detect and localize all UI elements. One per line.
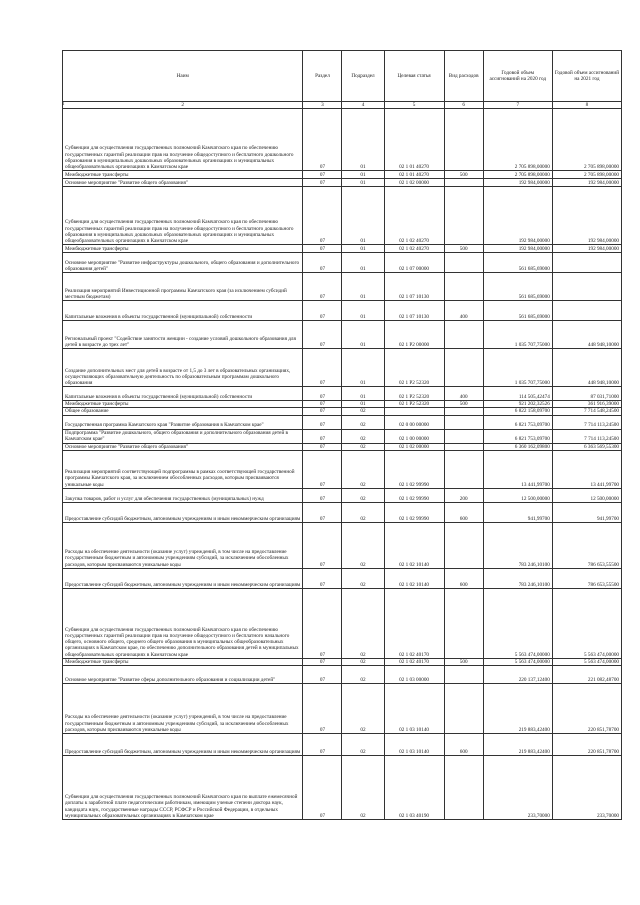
- cell-rz: 07: [303, 522, 342, 568]
- cell-vr: 500: [444, 245, 483, 253]
- cell-pr: 01: [342, 171, 384, 179]
- cell-v1: 233,70000: [483, 756, 552, 820]
- cell-v2: 361 916,39000: [552, 401, 621, 408]
- cell-pr: 01: [342, 179, 384, 187]
- table-row: [63, 387, 622, 401]
- table-row: [63, 179, 622, 187]
- cell-cs: 02 1 01 40270: [384, 109, 444, 171]
- header-vol2021: Годовой объем ассигнований на 2021 год: [552, 51, 621, 102]
- cell-cs: 02 1 02 40170: [384, 658, 444, 665]
- colnum-5: 6: [444, 102, 483, 109]
- cell-name: Межбюджетные трансферты: [63, 171, 303, 179]
- cell-cs: 02 1 P2 52320: [384, 349, 444, 387]
- cell-cs: 02 1 07 10130: [384, 301, 444, 321]
- cell-name: Предоставление субсидий бюджетным, автономным учреждениям и иным некоммерческим организациям: [63, 734, 303, 756]
- cell-pr: 02: [342, 568, 384, 588]
- cell-v1: 6 821 753,09700: [483, 429, 552, 443]
- cell-v2: [552, 273, 621, 301]
- colnum-7: 8: [552, 102, 621, 109]
- cell-rz: 07: [303, 245, 342, 253]
- cell-vr: [444, 443, 483, 450]
- cell-name: Предоставление субсидий бюджетным, автономным учреждениям и иным некоммерческим организациям: [63, 502, 303, 522]
- header-csr: Целевая статья: [384, 51, 444, 102]
- cell-rz: 07: [303, 684, 342, 734]
- cell-rz: 07: [303, 179, 342, 187]
- cell-vr: [444, 109, 483, 171]
- cell-name: Реализация мероприятий Инвестиционной программы Камчатского края (за исключением субсидий местным бюджетам): [63, 273, 303, 301]
- cell-v2: 7 714 113,24500: [552, 415, 621, 429]
- cell-pr: 01: [342, 109, 384, 171]
- cell-v1: 921 202,32526: [483, 401, 552, 408]
- cell-rz: 07: [303, 756, 342, 820]
- cell-name: Межбюджетные трансферты: [63, 245, 303, 253]
- cell-cs: 02 1 02 40270: [384, 245, 444, 253]
- cell-cs: 02 1 07 10130: [384, 273, 444, 301]
- cell-vr: [444, 321, 483, 349]
- table-row: [63, 568, 622, 588]
- cell-rz: 07: [303, 301, 342, 321]
- cell-cs: 02 0 00 00000: [384, 415, 444, 429]
- cell-pr: 02: [342, 756, 384, 820]
- colnum-3: 4: [342, 102, 384, 109]
- table-row: [63, 401, 622, 408]
- cell-pr: 02: [342, 666, 384, 684]
- cell-cs: 02 1 02 00000: [384, 179, 444, 187]
- cell-v2: 7 714 113,24500: [552, 429, 621, 443]
- cell-rz: 07: [303, 658, 342, 665]
- table-row: [63, 658, 622, 665]
- header-podrazdel: Подраздел: [342, 51, 384, 102]
- table-row: [63, 734, 622, 756]
- cell-v1: 192 984,00000: [483, 245, 552, 253]
- colnum-first: 1: [62, 102, 65, 107]
- table-row: [63, 273, 622, 301]
- budget-table: [62, 50, 622, 820]
- cell-rz: 07: [303, 401, 342, 408]
- cell-pr: 02: [342, 443, 384, 450]
- cell-v1: 941,99700: [483, 502, 552, 522]
- cell-cs: 02 1 02 99990: [384, 450, 444, 488]
- cell-v2: 192 984,00000: [552, 245, 621, 253]
- cell-v1: 192 984,00000: [483, 179, 552, 187]
- cell-vr: 400: [444, 301, 483, 321]
- cell-v2: [552, 301, 621, 321]
- cell-v1: 561 685,69000: [483, 253, 552, 273]
- cell-pr: 02: [342, 429, 384, 443]
- column-number-row: [63, 102, 622, 109]
- cell-vr: 500: [444, 658, 483, 665]
- colnum-2: 3: [303, 102, 342, 109]
- cell-pr: 02: [342, 488, 384, 502]
- cell-v2: 221 082,48700: [552, 666, 621, 684]
- cell-v2: 6 363 569,55300: [552, 443, 621, 450]
- cell-pr: 01: [342, 273, 384, 301]
- cell-v2: 7 714 548,24500: [552, 408, 621, 415]
- table-row: [63, 349, 622, 387]
- cell-rz: 07: [303, 488, 342, 502]
- cell-v1: 2 705 898,00000: [483, 109, 552, 171]
- cell-name: Закупка товаров, работ и услуг для обеспечения государственных (муниципальных) нужд: [63, 488, 303, 502]
- cell-vr: [444, 684, 483, 734]
- cell-vr: 400: [444, 387, 483, 401]
- cell-rz: 07: [303, 734, 342, 756]
- cell-rz: 07: [303, 349, 342, 387]
- cell-v1: 5 563 474,00000: [483, 658, 552, 665]
- cell-v2: 5 563 474,00000: [552, 658, 621, 665]
- cell-cs: 02 1 02 40270: [384, 187, 444, 245]
- table-row: [63, 109, 622, 171]
- table-row: [63, 684, 622, 734]
- cell-rz: 07: [303, 415, 342, 429]
- colnum-6: 7: [483, 102, 552, 109]
- cell-vr: [444, 450, 483, 488]
- cell-cs: 02 1 03 10140: [384, 734, 444, 756]
- table-row: [63, 245, 622, 253]
- cell-cs: 02 1 P2 52320: [384, 387, 444, 401]
- cell-cs: 02 1 P2 00000: [384, 321, 444, 349]
- cell-rz: 07: [303, 588, 342, 658]
- cell-v1: 783 246,10100: [483, 522, 552, 568]
- cell-v1: 5 563 474,00000: [483, 588, 552, 658]
- cell-vr: 500: [444, 171, 483, 179]
- table-row: [63, 666, 622, 684]
- cell-vr: [444, 588, 483, 658]
- cell-v2: 2 705 898,00000: [552, 109, 621, 171]
- cell-v2: 786 653,55500: [552, 568, 621, 588]
- table-row: [63, 187, 622, 245]
- cell-v1: 219 883,42400: [483, 684, 552, 734]
- cell-vr: [444, 415, 483, 429]
- cell-v1: 561 685,69000: [483, 301, 552, 321]
- cell-name: Общее образование: [63, 408, 303, 415]
- colnum-4: 5: [384, 102, 444, 109]
- cell-v2: 786 653,55500: [552, 522, 621, 568]
- cell-rz: 07: [303, 171, 342, 179]
- table-row: [63, 171, 622, 179]
- cell-v2: [552, 253, 621, 273]
- cell-name: Капитальные вложения в объекты государственной (муниципальной) собственности: [63, 387, 303, 401]
- cell-name: Основное мероприятие "Развитие инфраструктуры дошкольного, общего образования и дополнительного образования детей": [63, 253, 303, 273]
- cell-cs: 02 1 01 40270: [384, 171, 444, 179]
- cell-pr: 01: [342, 401, 384, 408]
- cell-name: Расходы на обеспечение деятельности (оказание услуг) учреждений, в том числе на предоставление государственным бюджетным и автономным учреждениям субсидий, за исключением обособленных расходов, которым присваиваются уникальные коды: [63, 684, 303, 734]
- cell-rz: 07: [303, 387, 342, 401]
- cell-v2: 233,70000: [552, 756, 621, 820]
- cell-vr: 600: [444, 568, 483, 588]
- cell-pr: 01: [342, 245, 384, 253]
- cell-v1: 219 883,42400: [483, 734, 552, 756]
- cell-cs: 02 1 03 40190: [384, 756, 444, 820]
- cell-cs: 02 1 02 99990: [384, 488, 444, 502]
- cell-rz: 07: [303, 429, 342, 443]
- cell-rz: 07: [303, 568, 342, 588]
- cell-v1: 6 821 753,09700: [483, 415, 552, 429]
- table-row: [63, 450, 622, 488]
- cell-rz: 07: [303, 408, 342, 415]
- table-row: [63, 429, 622, 443]
- cell-v2: 2 705 898,00000: [552, 171, 621, 179]
- table-row: [63, 443, 622, 450]
- cell-vr: 500: [444, 401, 483, 408]
- cell-name: Основное мероприятие "Развитие общего образования": [63, 443, 303, 450]
- cell-pr: 02: [342, 502, 384, 522]
- cell-cs: 02 1 00 00000: [384, 429, 444, 443]
- header-vol2020: Годовой объем ассигнований на 2020 год: [483, 51, 552, 102]
- cell-name: Субвенции для осуществления государственных полномочий Камчатского края по обеспечению государственных гарантий реализации прав на получение общедоступного и бесплатного начального общего, основного общего, среднего общего образования в муниципальных общеобразовательных организациях в Камчатском крае, по обеспечению дополнительного образования детей в муниципальных общеобразовательных организациях в Камчатском крае: [63, 588, 303, 658]
- table-header-row: [63, 51, 622, 102]
- cell-cs: 02 1 02 40170: [384, 588, 444, 658]
- table-row: [63, 756, 622, 820]
- cell-v1: 13 441,99700: [483, 450, 552, 488]
- cell-v1: 2 705 898,00000: [483, 171, 552, 179]
- cell-v1: 561 685,69000: [483, 273, 552, 301]
- cell-vr: 600: [444, 502, 483, 522]
- cell-name: Основное мероприятие "Развитие сферы дополнительного образования и социализации детей": [63, 666, 303, 684]
- cell-name: Основное мероприятие "Развитие общего образования": [63, 179, 303, 187]
- cell-name: Межбюджетные трансферты: [63, 401, 303, 408]
- cell-name: Капитальные вложения в объекты государственной (муниципальной) собственности: [63, 301, 303, 321]
- cell-pr: 02: [342, 415, 384, 429]
- cell-name: Государственная программа Камчатского края "Развитие образования в Камчатском крае": [63, 415, 303, 429]
- cell-rz: 07: [303, 502, 342, 522]
- table-row: [63, 301, 622, 321]
- table-body: [63, 109, 622, 820]
- cell-vr: 200: [444, 488, 483, 502]
- cell-vr: [444, 179, 483, 187]
- cell-pr: 02: [342, 588, 384, 658]
- cell-cs: 02 1 02 99990: [384, 502, 444, 522]
- cell-name: Субвенции для осуществления государственных полномочий Камчатского края по обеспечению государственных гарантий реализации прав на получение общедоступного и бесплатного дошкольного образования в муниципальных дошкольных образовательных организациях и муниципальных общеобразовательных организациях в Камчатском крае: [63, 109, 303, 171]
- cell-v2: 448 948,10000: [552, 321, 621, 349]
- cell-vr: [444, 253, 483, 273]
- table-row: [63, 321, 622, 349]
- table-row: [63, 253, 622, 273]
- cell-pr: 01: [342, 253, 384, 273]
- cell-v1: 12 500,00000: [483, 488, 552, 502]
- cell-pr: 01: [342, 301, 384, 321]
- cell-v2: 192 984,00000: [552, 179, 621, 187]
- cell-rz: 07: [303, 666, 342, 684]
- cell-pr: 01: [342, 349, 384, 387]
- table-row: [63, 502, 622, 522]
- cell-cs: 02 1 02 00000: [384, 443, 444, 450]
- cell-pr: 02: [342, 734, 384, 756]
- cell-name: Межбюджетные трансферты: [63, 658, 303, 665]
- cell-v1: 1 035 707,75000: [483, 349, 552, 387]
- cell-vr: [444, 349, 483, 387]
- cell-vr: [444, 273, 483, 301]
- cell-rz: 07: [303, 273, 342, 301]
- cell-name: Субвенции для осуществления государственных полномочий Камчатского края по обеспечению государственных гарантий реализации прав на получение общедоступного и бесплатного дошкольного образования в муниципальных дошкольных образовательных организациях и муниципальных общеобразовательных организациях в Камчатском крае: [63, 187, 303, 245]
- cell-vr: 600: [444, 734, 483, 756]
- table-row: [63, 408, 622, 415]
- table-row: [63, 488, 622, 502]
- cell-v2: 192 984,00000: [552, 187, 621, 245]
- cell-pr: 01: [342, 387, 384, 401]
- cell-pr: 01: [342, 187, 384, 245]
- header-name: Наим: [63, 51, 303, 102]
- cell-pr: 02: [342, 658, 384, 665]
- cell-v2: 448 948,10000: [552, 349, 621, 387]
- table-row: [63, 522, 622, 568]
- cell-cs: 02 1 02 10140: [384, 522, 444, 568]
- header-razdel: Раздел: [303, 51, 342, 102]
- cell-pr: 02: [342, 684, 384, 734]
- cell-name: Реализация мероприятий соответствующей подпрограммы в рамках соответствующей государственной программы Камчатского края, за исключением обособленных расходов, которым присваиваются уникальные коды: [63, 450, 303, 488]
- cell-rz: 07: [303, 443, 342, 450]
- cell-cs: 02 1 02 10140: [384, 568, 444, 588]
- cell-rz: 07: [303, 321, 342, 349]
- table-row: [63, 415, 622, 429]
- cell-rz: 07: [303, 187, 342, 245]
- cell-name: Субвенции для осуществления государственных полномочий Камчатского края по выплате ежемесячной доплаты к заработной плате педагогическим работникам, имеющим ученые степени доктора наук, кандидата наук, государственные награды СССР, РСФСР и Российской Федерации, в отдельных муниципальных образовательных организациях в Камчатском крае: [63, 756, 303, 820]
- cell-vr: [444, 408, 483, 415]
- cell-pr: 02: [342, 450, 384, 488]
- cell-vr: [444, 429, 483, 443]
- cell-name: Предоставление субсидий бюджетным, автономным учреждениям и иным некоммерческим организациям: [63, 568, 303, 588]
- cell-cs: 02 1 03 10140: [384, 684, 444, 734]
- cell-rz: 07: [303, 109, 342, 171]
- cell-vr: [444, 756, 483, 820]
- cell-pr: 02: [342, 408, 384, 415]
- header-vr: Вид расходов: [444, 51, 483, 102]
- cell-rz: 07: [303, 253, 342, 273]
- cell-v1: 1 035 707,75000: [483, 321, 552, 349]
- cell-v2: 220 851,78700: [552, 734, 621, 756]
- cell-v2: 12 500,00000: [552, 488, 621, 502]
- cell-v1: 192 984,00000: [483, 187, 552, 245]
- cell-v1: 114 505,42474: [483, 387, 552, 401]
- cell-name: Подпрограмма "Развитие дошкольного, общего образования и дополнительного образования детей в Камчатском крае": [63, 429, 303, 443]
- cell-v1: 6 360 162,09800: [483, 443, 552, 450]
- cell-pr: 02: [342, 522, 384, 568]
- cell-rz: 07: [303, 450, 342, 488]
- cell-cs: 02 1 P2 52320: [384, 401, 444, 408]
- cell-name: Региональный проект "Содействие занятости женщин - создание условий дошкольного образования для детей в возрасте до трех лет": [63, 321, 303, 349]
- cell-v1: 220 137,12400: [483, 666, 552, 684]
- cell-v2: 87 031,71000: [552, 387, 621, 401]
- cell-vr: [444, 522, 483, 568]
- cell-v2: 13 441,99700: [552, 450, 621, 488]
- cell-v2: 941,99700: [552, 502, 621, 522]
- cell-cs: [384, 408, 444, 415]
- cell-v1: 783 246,10100: [483, 568, 552, 588]
- cell-v1: 6 822 158,09700: [483, 408, 552, 415]
- cell-vr: [444, 666, 483, 684]
- cell-vr: [444, 187, 483, 245]
- cell-pr: 01: [342, 321, 384, 349]
- table-row: [63, 588, 622, 658]
- cell-v2: 5 563 474,00000: [552, 588, 621, 658]
- cell-cs: 02 1 07 00000: [384, 253, 444, 273]
- colnum-1: 2: [63, 102, 303, 109]
- cell-v2: 220 851,78700: [552, 684, 621, 734]
- cell-name: Создание дополнительных мест для детей в возрасте от 1,5 до 3 лет в образовательных организациях, осуществляющих образовательную деятельность по образовательным программам дошкольного образования: [63, 349, 303, 387]
- cell-name: Расходы на обеспечение деятельности (оказание услуг) учреждений, в том числе на предоставление государственным бюджетным и автономным учреждениям субсидий, за исключением обособленных расходов, которым присваиваются уникальные коды: [63, 522, 303, 568]
- cell-cs: 02 1 03 00000: [384, 666, 444, 684]
